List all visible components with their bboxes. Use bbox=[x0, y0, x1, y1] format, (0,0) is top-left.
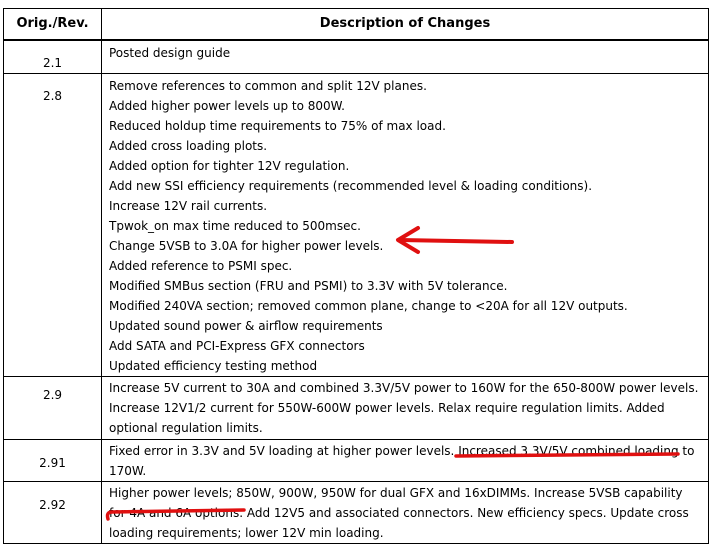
desc-line: Increase 12V rail currents. bbox=[109, 199, 268, 213]
desc-paragraph: Increase 5V current to 30A and combined 3.3V/5V power to 160W for the 650-800W power levels. Increase 12V1/2 current for 550W-600W power levels. Relax require regulation limits. Added optional regulation limits. bbox=[109, 381, 699, 435]
desc-line: Added higher power levels up to 800W. bbox=[109, 99, 345, 113]
rev-cell bbox=[4, 40, 102, 74]
desc-line: Posted design guide bbox=[109, 46, 231, 60]
desc-cell bbox=[102, 377, 709, 440]
desc-line: Add SATA and PCI-Express GFX connectors bbox=[109, 339, 365, 353]
desc-line-highlighted: Change 5VSB to 3.0A for higher power levels. bbox=[109, 239, 384, 253]
desc-line: Added option for tighter 12V regulation. bbox=[109, 159, 350, 173]
table-row bbox=[4, 377, 709, 440]
desc-cell bbox=[102, 482, 709, 544]
table-row bbox=[4, 482, 709, 544]
rev-cell bbox=[4, 74, 102, 377]
desc-line: Added cross loading plots. bbox=[109, 139, 268, 153]
desc-paragraph: Fixed error in 3.3V and 5V loading at higher power levels. Increased 3.3V/5V combined loading to 170W. bbox=[109, 444, 695, 478]
desc-line: Added reference to PSMI spec. bbox=[109, 259, 293, 273]
header-row bbox=[4, 9, 709, 41]
revision-history-table bbox=[3, 8, 709, 544]
rev-cell bbox=[4, 440, 102, 482]
table-row bbox=[4, 74, 709, 377]
desc-cell bbox=[102, 440, 709, 482]
desc-line: Remove references to common and split 12V planes. bbox=[109, 79, 427, 93]
desc-line: Reduced holdup time requirements to 75% of max load. bbox=[109, 119, 446, 133]
desc-line: Updated sound power & airflow requirements bbox=[109, 319, 383, 333]
rev-cell bbox=[4, 377, 102, 440]
rev-cell bbox=[4, 482, 102, 544]
desc-line: Add new SSI efficiency requirements (recommended level & loading conditions). bbox=[109, 179, 593, 193]
desc-line: Updated efficiency testing method bbox=[109, 359, 318, 373]
rev-number: 2.91 bbox=[39, 456, 66, 470]
rev-number: 2.8 bbox=[42, 89, 63, 103]
desc-cell bbox=[102, 40, 709, 74]
desc-line: Tpwok_on max time reduced to 500msec. bbox=[109, 219, 361, 233]
rev-number: 2.92 bbox=[39, 498, 66, 512]
desc-cell bbox=[102, 74, 709, 377]
header-description: Description of Changes bbox=[102, 9, 709, 41]
desc-paragraph: Higher power levels; 850W, 900W, 950W for dual GFX and 16xDIMMs. Increase 5VSB capability for 4A and 6A options. Add 12V5 and associated connectors. New efficiency specs. Update cross loading requirements; lower 12V min loading. bbox=[109, 486, 689, 540]
rev-number: 2.9 bbox=[42, 388, 63, 402]
desc-line: Modified 240VA section; removed common plane, change to <20A for all 12V outputs. bbox=[109, 299, 628, 313]
desc-line: Modified SMBus section (FRU and PSMI) to 3.3V with 5V tolerance. bbox=[109, 279, 508, 293]
table-row bbox=[4, 440, 709, 482]
rev-number: 2.1 bbox=[42, 56, 63, 70]
table-row bbox=[4, 40, 709, 74]
header-rev: Orig./Rev. bbox=[4, 9, 102, 41]
